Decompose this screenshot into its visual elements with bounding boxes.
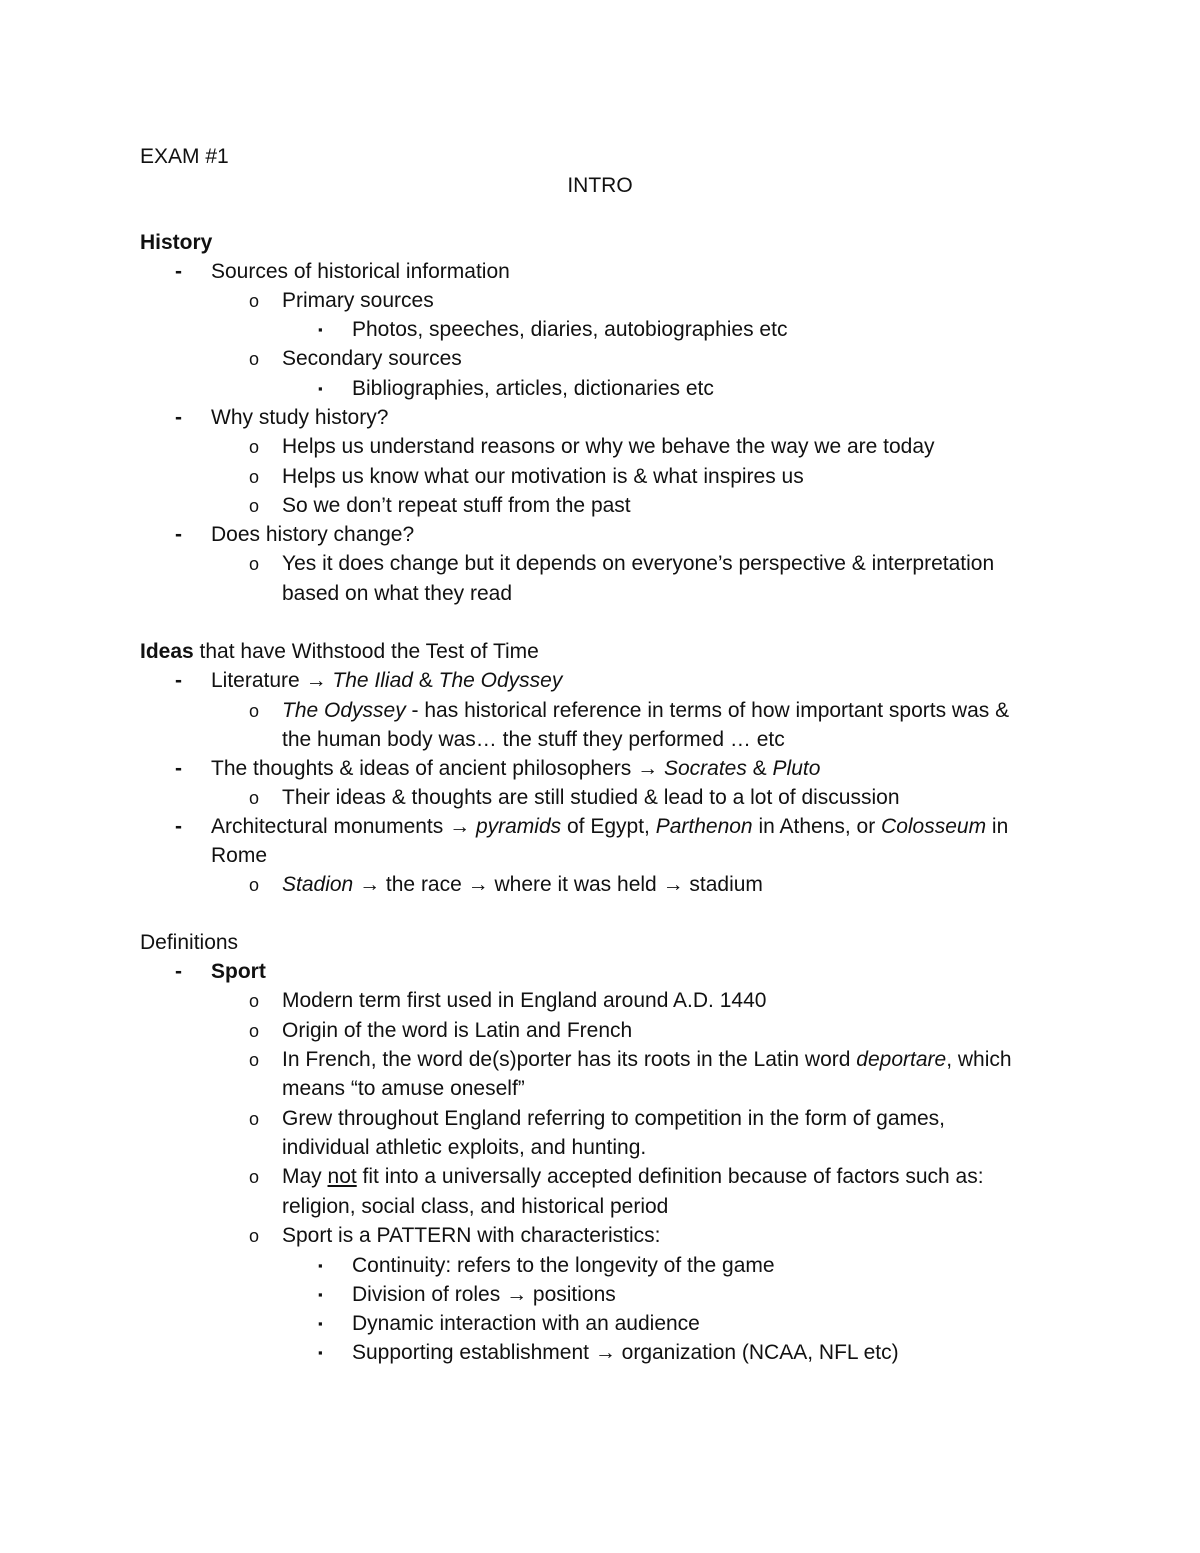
literature-label: Literature xyxy=(211,669,306,692)
philosophers-item xyxy=(211,755,820,783)
sport-point xyxy=(282,1163,984,1191)
rome-text: Rome xyxy=(211,844,268,867)
not-underlined: not xyxy=(327,1165,357,1188)
arrow-icon: → xyxy=(594,1341,616,1364)
architecture-item xyxy=(211,813,1008,841)
characteristic-item: Continuity: refers to the longevity of the game xyxy=(352,1254,775,1277)
circle-bullet: o xyxy=(249,788,260,808)
reason-item: Helps us understand reasons or why we behave the way we are today xyxy=(282,435,935,458)
parthenon-text: Parthenon xyxy=(655,815,753,838)
circle-bullet: o xyxy=(249,1226,260,1246)
sport-point: Origin of the word is Latin and French xyxy=(282,1019,633,1042)
chain-stadium: stadium xyxy=(683,873,763,896)
circle-bullet: o xyxy=(249,1050,260,1070)
definitions-heading: Definitions xyxy=(140,931,239,954)
change-answer-line: based on what they read xyxy=(282,582,512,605)
odyssey-title: The Odyssey xyxy=(438,669,563,692)
ideas-heading-bold: Ideas xyxy=(140,640,194,663)
page-title: INTRO xyxy=(567,174,633,197)
reason-item: Helps us know what our motivation is & what inspires us xyxy=(282,465,804,488)
primary-sources-item: Primary sources xyxy=(282,289,434,312)
square-bullet: ▪ xyxy=(318,1287,323,1302)
arrow-icon: → xyxy=(467,873,489,896)
reason-item: So we don’t repeat stuff from the past xyxy=(282,494,631,517)
why-study-item: Why study history? xyxy=(211,406,389,429)
square-bullet: ▪ xyxy=(318,1258,323,1273)
pluto-name: Pluto xyxy=(772,757,821,780)
circle-bullet: o xyxy=(249,554,260,574)
square-bullet: ▪ xyxy=(318,381,323,396)
dash-bullet: - xyxy=(175,523,182,546)
characteristic-text: positions xyxy=(527,1283,616,1306)
sport-term: Sport xyxy=(211,960,266,983)
characteristic-item xyxy=(352,1281,616,1309)
square-bullet: ▪ xyxy=(318,1316,323,1331)
characteristic-text: Supporting establishment xyxy=(352,1341,595,1364)
chain-race: the race xyxy=(380,873,468,896)
sport-point: Grew throughout England referring to competition in the form of games, xyxy=(282,1107,946,1130)
circle-bullet: o xyxy=(249,1109,260,1129)
circle-bullet: o xyxy=(249,875,260,895)
colosseum-text: Colosseum xyxy=(881,815,987,838)
arrow-icon: → xyxy=(359,873,381,896)
sport-point-text: May xyxy=(282,1165,328,1188)
deportare-word: deportare xyxy=(856,1048,947,1071)
arrow-icon: → xyxy=(449,815,471,838)
socrates-name: Socrates xyxy=(658,757,747,780)
sport-point: Modern term first used in England around A.D. 1440 xyxy=(282,989,767,1012)
sport-point-continued: individual athletic exploits, and hunting. xyxy=(282,1136,647,1159)
ampersand: & xyxy=(746,757,773,780)
dash-bullet: - xyxy=(175,960,182,983)
sport-point-text: fit into a universally accepted definition because of factors such as: xyxy=(356,1165,984,1188)
odyssey-note-title: The Odyssey xyxy=(282,699,406,722)
circle-bullet: o xyxy=(249,1167,260,1187)
dash-bullet: - xyxy=(175,815,182,838)
circle-bullet: o xyxy=(249,701,260,721)
philosophers-note: Their ideas & thoughts are still studied & lead to a lot of discussion xyxy=(282,786,900,809)
stadion-text: Stadion xyxy=(282,873,354,896)
sources-item: Sources of historical information xyxy=(211,260,510,283)
change-answer-line: Yes it does change but it depends on everyone’s perspective & interpretation xyxy=(282,552,995,575)
secondary-examples-item: Bibliographies, articles, dictionaries etc xyxy=(352,377,714,400)
dash-bullet: - xyxy=(175,406,182,429)
circle-bullet: o xyxy=(249,1021,260,1041)
literature-item xyxy=(211,667,562,695)
architecture-label: Architectural monuments xyxy=(211,815,450,838)
dash-bullet: - xyxy=(175,669,182,692)
sport-point-text: , which xyxy=(946,1048,1012,1071)
circle-bullet: o xyxy=(249,991,260,1011)
in-text: in xyxy=(986,815,1009,838)
sport-point xyxy=(282,1046,1012,1074)
square-bullet: ▪ xyxy=(318,322,323,337)
primary-examples-item: Photos, speeches, diaries, autobiographies etc xyxy=(352,318,788,341)
in-athens-text: in Athens, or xyxy=(752,815,882,838)
ideas-heading xyxy=(140,638,539,666)
sport-point: Sport is a PATTERN with characteristics: xyxy=(282,1224,661,1247)
dash-bullet: - xyxy=(175,260,182,283)
circle-bullet: o xyxy=(249,496,260,516)
history-heading: History xyxy=(140,231,213,254)
of-egypt-text: of Egypt, xyxy=(561,815,656,838)
philosophers-label: The thoughts & ideas of ancient philosophers xyxy=(211,757,638,780)
history-change-item: Does history change? xyxy=(211,523,415,546)
circle-bullet: o xyxy=(249,467,260,487)
sport-point-continued: religion, social class, and historical period xyxy=(282,1195,669,1218)
ampersand: & xyxy=(412,669,439,692)
exam-label: EXAM #1 xyxy=(140,145,229,168)
odyssey-note-line xyxy=(282,697,1009,725)
arrow-icon: → xyxy=(637,757,659,780)
arrow-icon: → xyxy=(662,873,684,896)
circle-bullet: o xyxy=(249,437,260,457)
characteristic-item xyxy=(352,1339,899,1367)
chain-held: where it was held xyxy=(488,873,663,896)
pyramids-text: pyramids xyxy=(470,815,562,838)
secondary-sources-item: Secondary sources xyxy=(282,347,462,370)
sport-point-text: In French, the word de(s)porter has its roots in the Latin word xyxy=(282,1048,857,1071)
dash-bullet: - xyxy=(175,757,182,780)
characteristic-text: organization (NCAA, NFL etc) xyxy=(615,1341,899,1364)
odyssey-note-line: the human body was… the stuff they performed … etc xyxy=(282,728,785,751)
circle-bullet: o xyxy=(249,349,260,369)
stadion-chain xyxy=(282,871,763,899)
sport-point-continued: means “to amuse oneself” xyxy=(282,1077,525,1100)
iliad-title: The Iliad xyxy=(326,669,413,692)
square-bullet: ▪ xyxy=(318,1345,323,1360)
odyssey-note-text: - has historical reference in terms of how important sports was & xyxy=(405,699,1010,722)
characteristic-text: Division of roles xyxy=(352,1283,507,1306)
circle-bullet: o xyxy=(249,291,260,311)
arrow-icon: → xyxy=(506,1283,528,1306)
arrow-icon: → xyxy=(305,669,327,692)
ideas-heading-rest: that have Withstood the Test of Time xyxy=(193,640,539,663)
characteristic-item: Dynamic interaction with an audience xyxy=(352,1312,700,1335)
